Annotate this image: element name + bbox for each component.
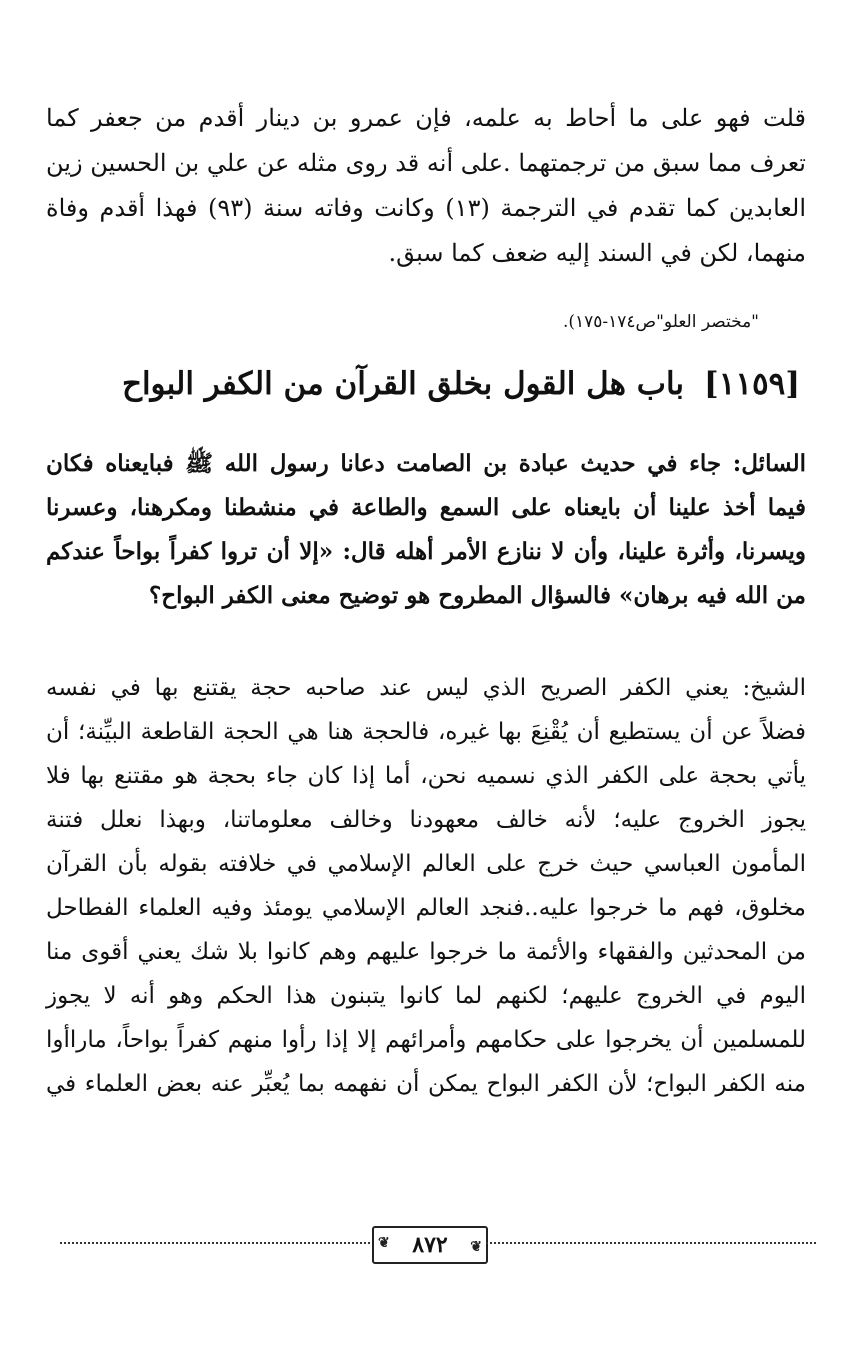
answer-line: فضلاً عن أن يستطيع أن يُقْنِعَ بها غيره، فالحجة هنا هي الحجة القاطعة البيِّنة؛ أن	[46, 719, 806, 745]
paragraph-line: العابدين كما تقدم في الترجمة (١٣) وكانت وفاته سنة (٩٣) فهذا أقدم وفاة	[46, 194, 806, 222]
answer-line: الشيخ: يعني الكفر الصريح الذي ليس عند صاحبه حجة يقتنع بها في نفسه	[46, 675, 806, 701]
answer-line: المأمون العباسي حيث خرج على العالم الإسلامي في خلافته بقوله بأن القرآن	[46, 851, 806, 877]
chapter-title: باب هل القول بخلق القرآن من الكفر البواح	[121, 366, 685, 402]
opening-paragraph	[46, 96, 806, 276]
answer-line: من المحدثين والفقهاء والأئمة ما خرجوا عليهم وهم كانوا بلا شك يعني أقوى منا	[46, 939, 806, 965]
paragraph-line: منهما، لكن في السند إليه ضعف كما سبق.	[388, 239, 806, 267]
paragraph-line: تعرف مما سبق من ترجمتهما .على أنه قد روى مثله عن علي بن الحسين زين	[46, 149, 806, 177]
ornament-icon: ❦	[378, 1235, 390, 1251]
question-line: ويسرنا، وأثرة علينا، وأن لا ننازع الأمر أهله قال: «إلا أن تروا كفراً بواحاً عندكم	[46, 538, 806, 565]
answer-line: اليوم في الخروج عليهم؛ لكنهم لما كانوا يتبنون هذا الحكم وهو أنه لا يجوز	[46, 983, 806, 1009]
footer-dotted-rule	[486, 1242, 816, 1244]
question-line: السائل: جاء في حديث عبادة بن الصامت دعانا رسول الله ﷺ فبايعناه فكان	[46, 450, 806, 477]
answer-line: منه الكفر البواح؛ لأن الكفر البواح يمكن أن نفهمه بما يُعبِّر عنه بعض العلماء في	[46, 1071, 806, 1097]
question-line: فيما أخذ علينا أن بايعناه على السمع والطاعة في منشطنا ومكرهنا، وعسرنا	[46, 494, 806, 521]
answer-line: يجوز الخروج عليه؛ لأنه خالف معهودنا وخالف معلوماتنا، وبهذا نعلل فتنة	[46, 807, 806, 833]
ornament-icon: ❦	[470, 1239, 482, 1255]
source-citation: "مختصر العلو"ص١٧٤-١٧٥).	[562, 312, 759, 332]
answer-line: للمسلمين أن يخرجوا على حكامهم وأمرائهم إلا إذا رأوا منهم كفراً بواحاً، ماراأوا	[46, 1027, 806, 1053]
page-number: ٨٧٢	[412, 1232, 448, 1258]
question-paragraph	[46, 442, 806, 618]
chapter-heading	[80, 366, 800, 402]
answer-line: مخلوق، فهم ما خرجوا عليه..فنجد العالم الإسلامي يومئذ وفيه العلماء الفطاحل	[46, 895, 806, 921]
chapter-number: [١١٥٩]	[704, 366, 800, 402]
paragraph-line: قلت فهو على ما أحاط به علمه، فإن عمرو بن دينار أقدم من جعفر كما	[46, 104, 806, 132]
question-line: من الله فيه برهان» فالسؤال المطروح هو توضيح معنى الكفر البواح؟	[149, 582, 806, 609]
footer-dotted-rule	[60, 1242, 370, 1244]
answer-line: يأتي بحجة على الكفر الذي نسميه نحن، أما إذا كان جاء بحجة هو مقتنع بها فلا	[46, 763, 806, 789]
answer-paragraph	[46, 666, 806, 1106]
page-number-box	[372, 1226, 488, 1264]
page-footer	[60, 1226, 816, 1266]
